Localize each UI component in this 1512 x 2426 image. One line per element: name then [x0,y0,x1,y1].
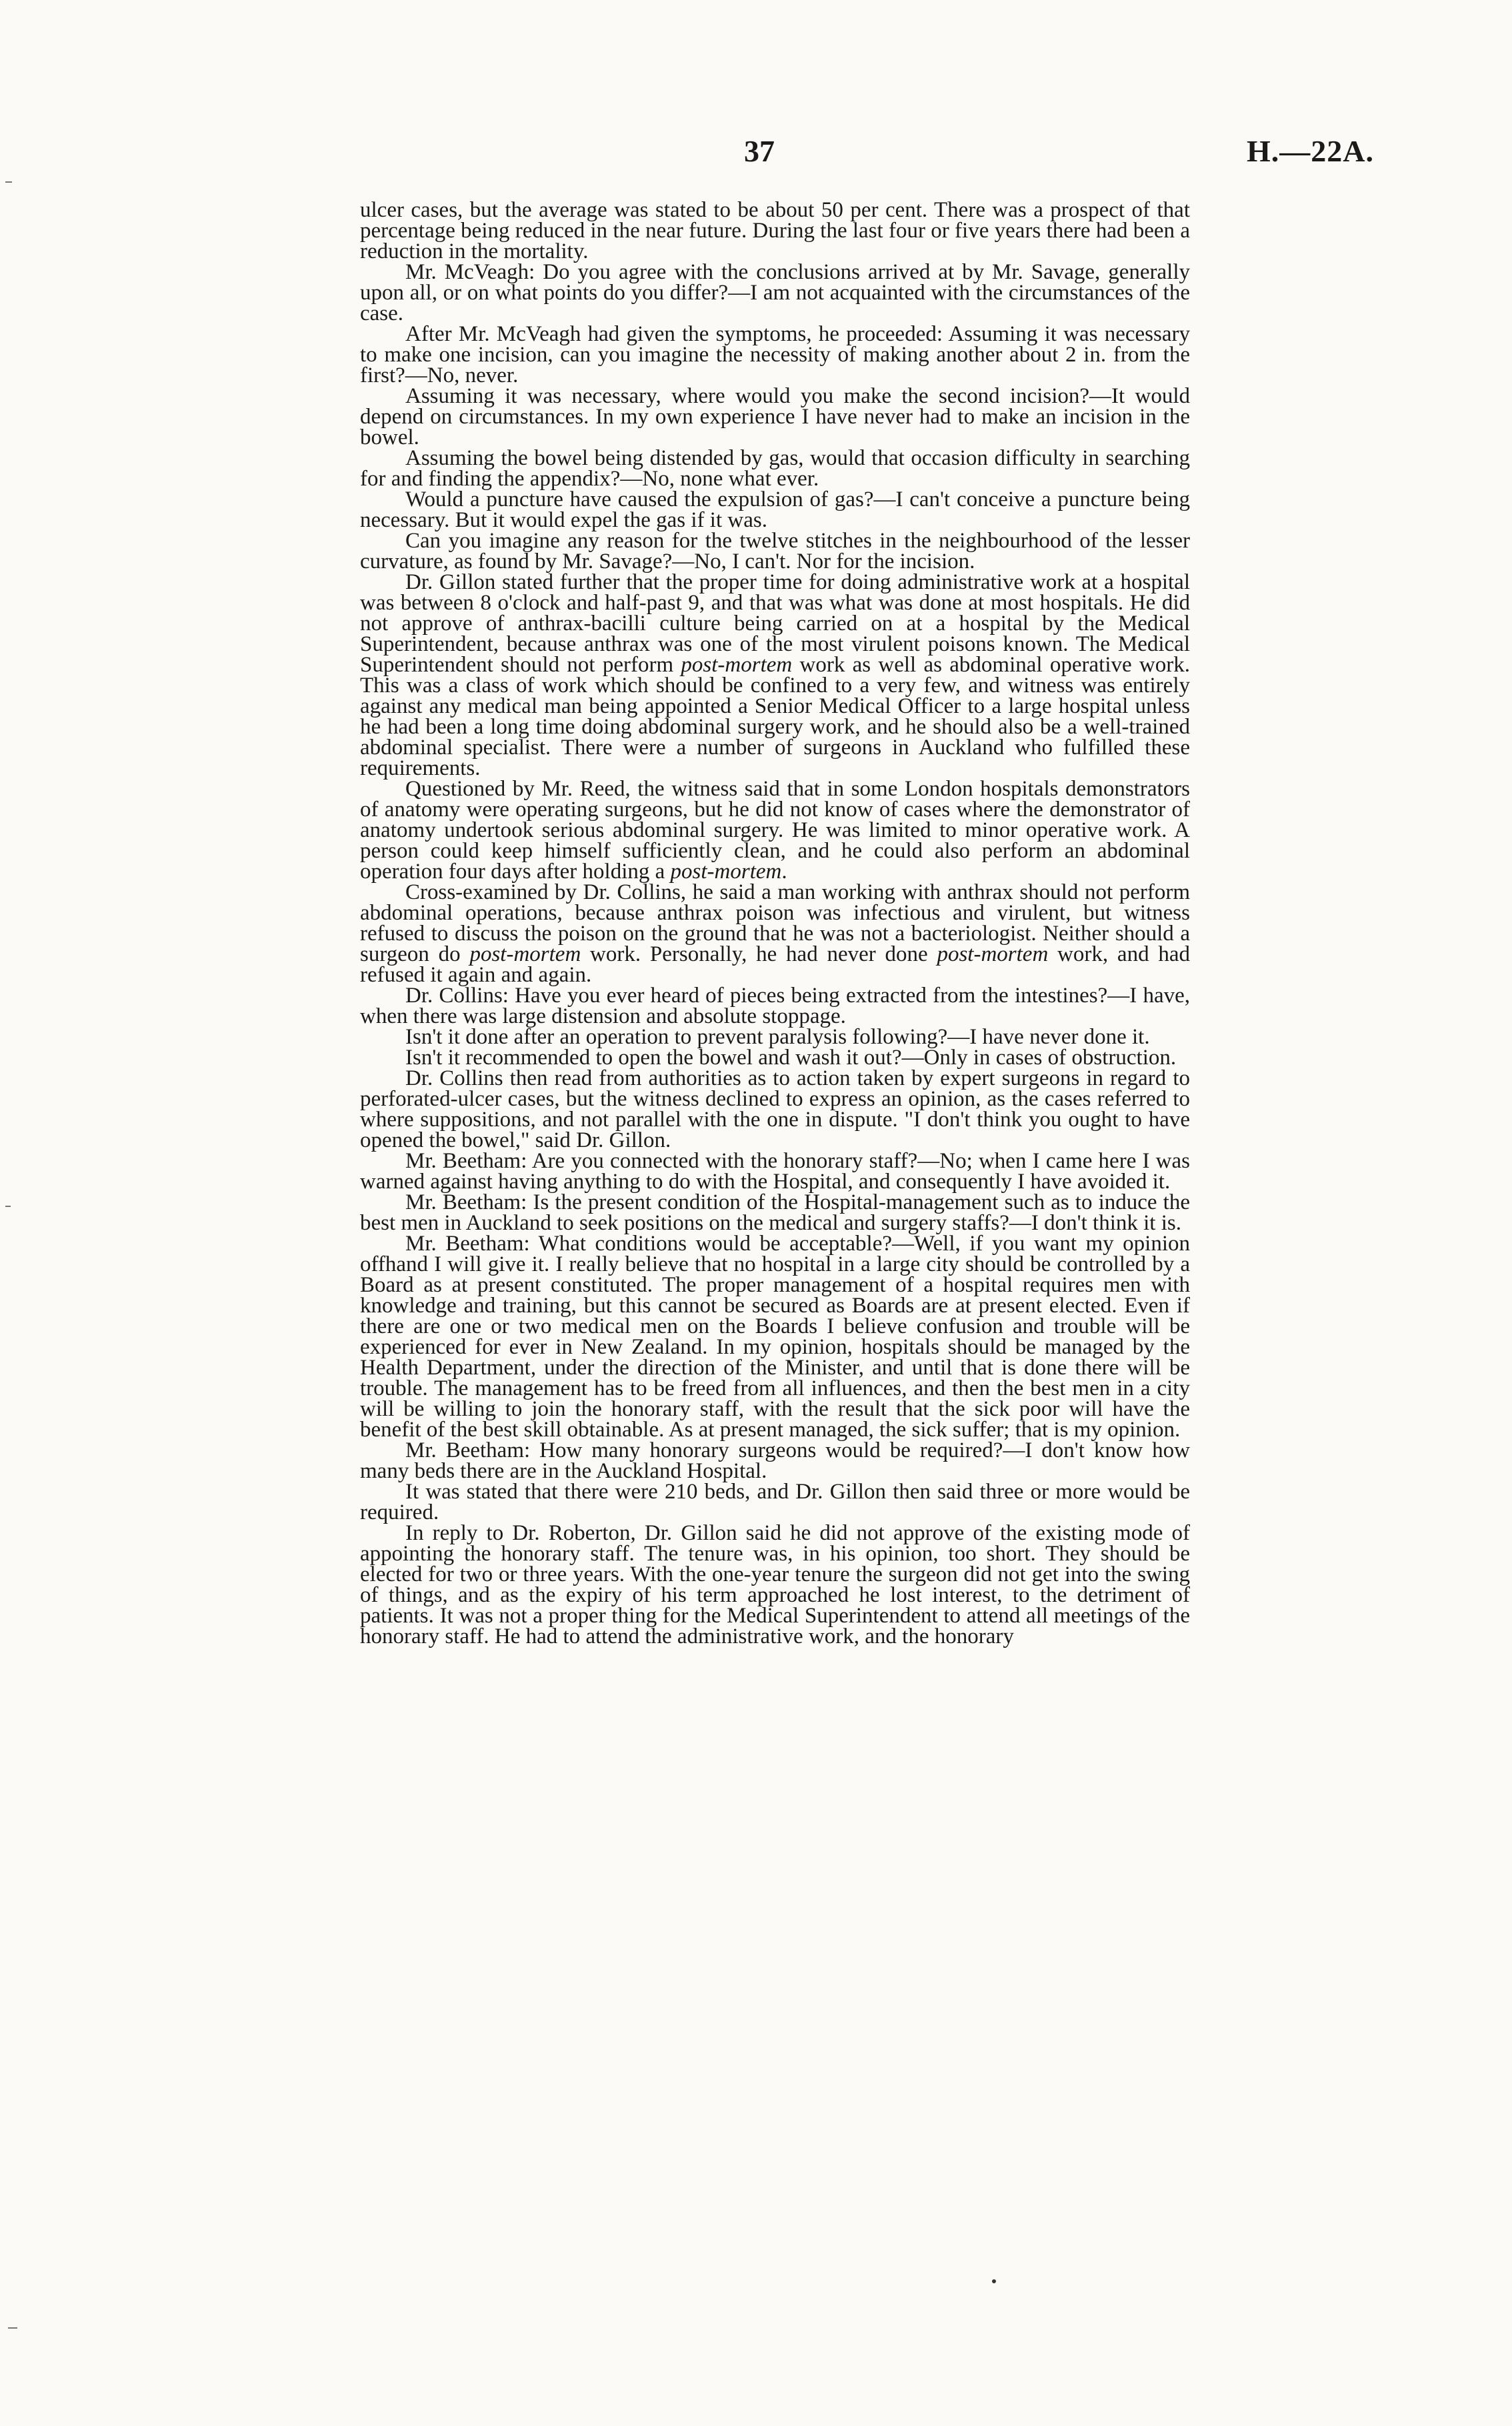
body-paragraph [360,1440,1190,1482]
margin-mark [5,1206,11,1207]
text-run: Would a puncture have caused the expulsion of gas?—I can't conceive a puncture being necessary. But it would expel the gas if it was. [360,487,1190,532]
text-run: Mr. Beetham: Are you connected with the honorary staff?—No; when I came here I was warned against having anything to do with the Hospital, and consequently I have avoided it. [360,1149,1190,1194]
body-paragraph [360,1523,1190,1647]
body-paragraph [360,262,1190,324]
italic-text-run: post-mortem [670,860,782,884]
body-paragraph [360,489,1190,531]
body-paragraph [360,531,1190,572]
text-run: Isn't it done after an operation to prevent paralysis following?—I have never done it. [405,1025,1150,1049]
italic-text-run: post-mortem [937,942,1049,966]
body-paragraph [360,1048,1190,1068]
text-run: Cross-examined by Dr. Collins, he said a man working with anthrax should not perform abdominal operations, because anthrax poison was infectious and virulent, but witness refused to discuss the poison on the ground that he was not a bacteriologist. Neither should a surgeon do [360,880,1190,966]
text-run: Assuming the bowel being distended by gas, would that occasion difficulty in searching for and finding the appendix?—No, none what ever. [360,446,1190,491]
text-run: Mr. Beetham: What conditions would be acceptable?—Well, if you want my opinion offhand I will give it. I really believe that no hospital in a large city should be controlled by a Board as at present constituted. The proper management of a hospital requires men with knowledge and training, but this cannot be secured as Boards are at present elected. Even if there are one or two medical men on the Boards I believe confusion and trouble will be experienced for ever in New Zealand. In my opinion, hospitals should be managed by the Health Department, under the direction of the Minister, and until that is done there will be trouble. The management has to be freed from all influences, and then the best men in a city will be willing to join the honorary staff, with the result that the sick poor will have the benefit of the best skill obtainable. As at present managed, the sick suffer; that is my opinion. [360,1232,1190,1442]
text-run: Assuming it was necessary, where would you make the second incision?—It would depend on circumstances. In my own experience I have never had to make an incision in the bowel. [360,384,1190,449]
text-run: Can you imagine any reason for the twelve stitches in the neighbourhood of the lesser curvature, as found by Mr. Savage?—No, I can't. Nor for the incision. [360,529,1190,573]
page-number: 37 [744,134,775,168]
text-run: Mr. Beetham: Is the present condition of the Hospital-management such as to induce the best men in Auckland to seek positions on the medical and surgery staffs?—I don't think it is. [360,1190,1190,1235]
document-reference: H.—22A. [1247,134,1374,168]
body-paragraph [360,324,1190,386]
text-run: It was stated that there were 210 beds, and Dr. Gillon then said three or more would be required. [360,1480,1190,1524]
text-run: work, and had refused it again and again. [360,942,1191,987]
body-paragraph [360,986,1190,1027]
body-paragraph [360,882,1190,986]
text-run: work as well as abdominal operative work. This was a class of work which should be confined to a very few, and witness was entirely against any medical man being appointed a Senior Medical Officer to a large hospital unless he had been a long time doing abdominal surgery work, and he should also be a well-trained abdominal specialist. There were a number of surgeons in Auckland who fulfilled these requirements. [360,653,1190,780]
text-run: Dr. Collins then read from authorities as to action taken by expert surgeons in regard to perforated-ulcer cases, but the witness declined to express an opinion, as the cases referred to where suppositions, and not parallel with the one in dispute. "I don't think you ought to have opened the bowel," said Dr. Gillon. [360,1066,1190,1152]
body-paragraph [360,1192,1190,1234]
text-run: Dr. Gillon stated further that the proper time for doing administrative work at a hospital was between 8 o'clock and half-past 9, and that was what was done at most hospitals. He did not approve of anthrax-bacilli culture being carried on at a hospital by the Medical Superintendent, because anthrax was one of the most virulent poisons known. The Medical Superintendent should not perform [360,570,1190,677]
body-paragraph [360,448,1190,489]
body-paragraph [360,572,1190,779]
text-run: In reply to Dr. Roberton, Dr. Gillon said he did not approve of the existing mode of appointing the honorary staff. The tenure was, in his opinion, too short. They should be elected for two or three years. With the one-year tenure the surgeon did not get into the swing of things, and as the expiry of his term approached he lost interest, to the detriment of patients. It was not a proper thing for the Medical Superintendent to attend all meetings of the honorary staff. He had to attend the administrative work, and the honorary [360,1521,1190,1648]
text-run: Questioned by Mr. Reed, the witness said that in some London hospitals demonstrators of anatomy were operating surgeons, but he did not know of cases where the demonstrator of anatomy undertook serious abdominal surgery. He was limited to minor operative work. A person could keep himself sufficiently clean, and he could also perform an abdominal operation four days after holding a [360,777,1190,884]
page-mark-dot [992,2279,996,2283]
body-paragraph [360,1027,1190,1048]
text-run: Dr. Collins: Have you ever heard of pieces being extracted from the intestines?—I have, when there was large distension and absolute stoppage. [360,984,1190,1028]
text-run: After Mr. McVeagh had given the symptoms, he proceeded: Assuming it was necessary to make one incision, can you imagine the necessity of making another about 2 in. from the first?—No, never. [360,322,1190,387]
italic-text-run: post-mortem [681,653,793,677]
body-paragraph [360,386,1190,448]
margin-mark [5,181,12,183]
text-run: Mr. McVeagh: Do you agree with the conclusions arrived at by Mr. Savage, generally upon all, or on what points do you differ?—I am not acquainted with the circumstances of the case. [360,260,1190,325]
body-paragraph [360,1151,1190,1192]
text-run: . [781,860,787,884]
body-paragraph [360,200,1190,262]
body-paragraph [360,1068,1190,1151]
body-paragraph [360,779,1190,882]
italic-text-run: post-mortem [469,942,581,966]
text-run: ulcer cases, but the average was stated to be about 50 per cent. There was a prospect of that percentage being reduced in the near future. During the last four or five years there had been a reduction in the mortality. [360,198,1190,263]
margin-mark [8,2327,17,2329]
body-paragraph [360,1234,1190,1440]
text-run: Isn't it recommended to open the bowel and wash it out?—Only in cases of obstruction. [405,1046,1177,1070]
body-paragraph [360,1482,1190,1523]
text-run: Mr. Beetham: How many honorary surgeons would be required?—I don't know how many beds there are in the Auckland Hospital. [360,1438,1190,1483]
body-text-column [360,200,1190,2267]
text-run: work. Personally, he had never done [581,942,937,966]
